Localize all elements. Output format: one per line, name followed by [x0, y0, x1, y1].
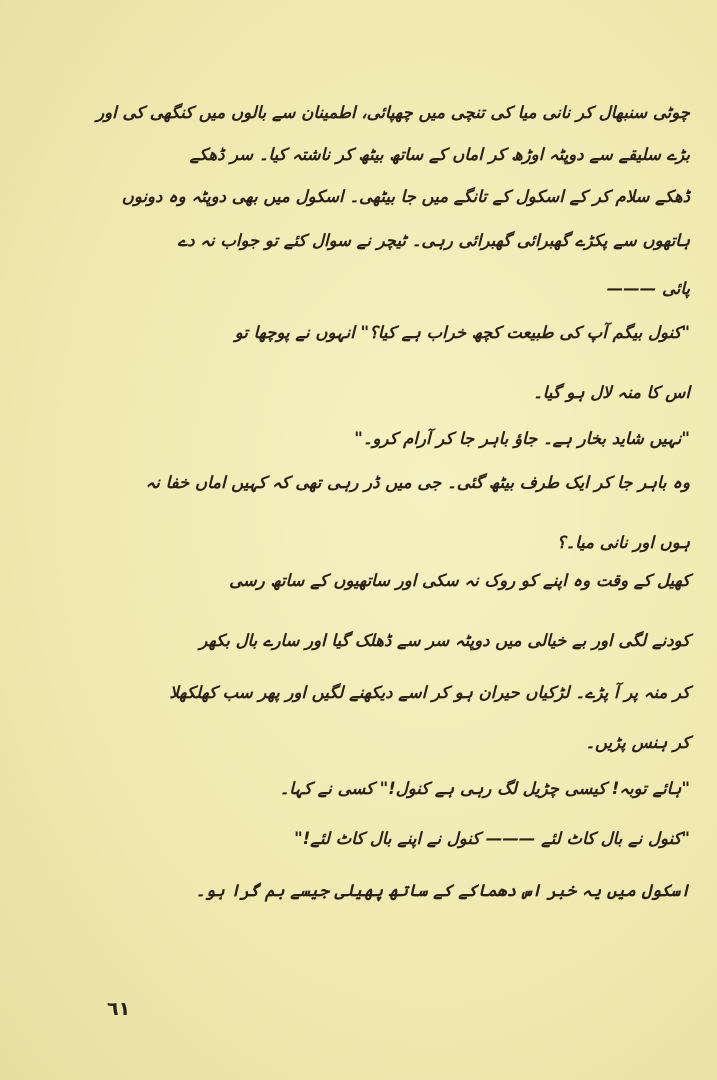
text-line: کھیل کے وقت وہ اپنے کو روک نہ سکی اور ساتھیوں کے ساتھ رسی [229, 571, 690, 590]
text-line: "ہائے توبہ! کیسی چڑیل لگ رہی ہے کنول!" کسی نے کہا۔ [279, 779, 690, 798]
text-line: چوٹی سنبھال کر نانی میا کی تنچی میں چھپائی، اطمینان سے بالوں میں کنگھی کی اور [96, 103, 690, 122]
text-line: ڈھکے سلام کر کے اسکول کے تانگے میں جا بیٹھی۔ اسکول میں بھی دوپٹہ وہ دونوں [121, 187, 690, 206]
text-line: وہ باہر جا کر ایک طرف بیٹھ گئی۔ جی میں ڈر رہی تھی کہ کہیں اماں خفا نہ [145, 473, 690, 492]
text-line: ہاتھوں سے پکڑے گھبرائی گھبرائی رہی۔ ٹیچر نے سوال کئے تو جواب نہ دے [177, 231, 690, 250]
text-line: اسکول میں یہ خبر اس دھماکے کے ساتھ پھیلی جیسے بم گرا ہو۔ [195, 881, 690, 900]
text-line: کودنے لگی اور بے خیالی میں دوپٹہ سر سے ڈھلک گیا اور سارے بال بکھر [199, 631, 690, 650]
page-number: ٦١ [107, 998, 131, 1020]
text-line: کر ہنس پڑیں۔ [585, 733, 690, 752]
text-line: بڑے سلیقے سے دوپٹہ اوڑھ کر اماں کے ساتھ بیٹھ کر ناشتہ کیا۔ سر ڈھکے [189, 145, 690, 164]
text-line: پائی ——— [606, 279, 690, 298]
text-line: "کنول بیگم آپ کی طبیعت کچھ خراب ہے کیا؟" انہوں نے پوچھا تو [234, 323, 690, 342]
text-line: کر منہ پر آ پڑے۔ لڑکیاں حیران ہو کر اسے دیکھنے لگیں اور پھر سب کھلکھلا [169, 683, 690, 702]
text-line: "کنول نے بال کاٹ لئے ——— کنول نے اپنے بال کاٹ لئے!" [294, 829, 690, 848]
text-line: اس کا منہ لال ہو گیا۔ [533, 383, 690, 402]
text-line: ہوں اور نانی میا۔؟ [556, 533, 690, 552]
text-line: "نہیں شاید بخار ہے۔ جاؤ باہر جا کر آرام کرو۔" [354, 429, 690, 448]
